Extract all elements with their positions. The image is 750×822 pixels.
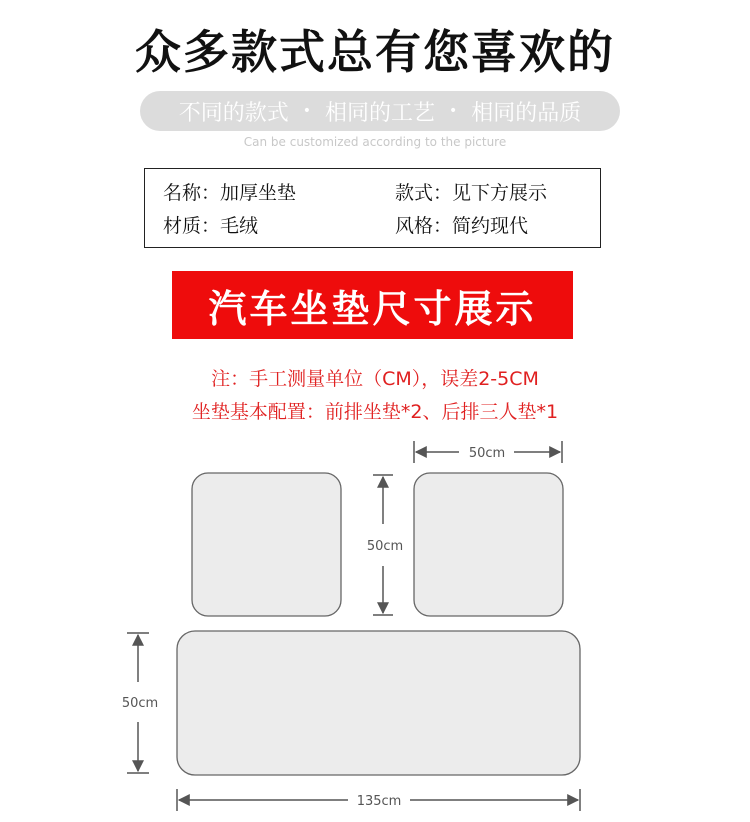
tagline-item-3: 相同的品质 [471,100,582,126]
info-design: 风格：简约现代 [395,215,529,237]
rear-height-label: 50cm [121,696,159,711]
info-name: 名称：加厚坐垫 [163,182,297,204]
headline: 众多款式总有您喜欢的 [135,25,615,79]
rear-width-label: 135cm [356,794,402,809]
tagline-item-2: 相同的工艺 [324,100,435,126]
front-height-label: 50cm [366,539,404,554]
info-style: 款式：见下方展示 [395,182,548,204]
subtitle: Can be customized according to the picture [243,135,507,149]
front-width-label: 50cm [468,446,506,461]
measurement-note: 注：手工测量单位（CM），误差2-5CM [211,368,539,390]
rear-bench-cushion [177,631,580,775]
tagline-item-1: 不同的款式 [178,100,289,126]
size-banner: 汽车坐垫尺寸展示 [172,271,573,339]
front-right-cushion [414,473,563,616]
tagline-separator-2: • [449,103,458,119]
front-left-cushion [192,473,341,616]
configuration-note: 坐垫基本配置：前排坐垫*2、后排三人垫*1 [191,401,559,423]
tagline-separator-1: • [302,103,311,119]
info-material: 材质：毛绒 [163,215,259,237]
